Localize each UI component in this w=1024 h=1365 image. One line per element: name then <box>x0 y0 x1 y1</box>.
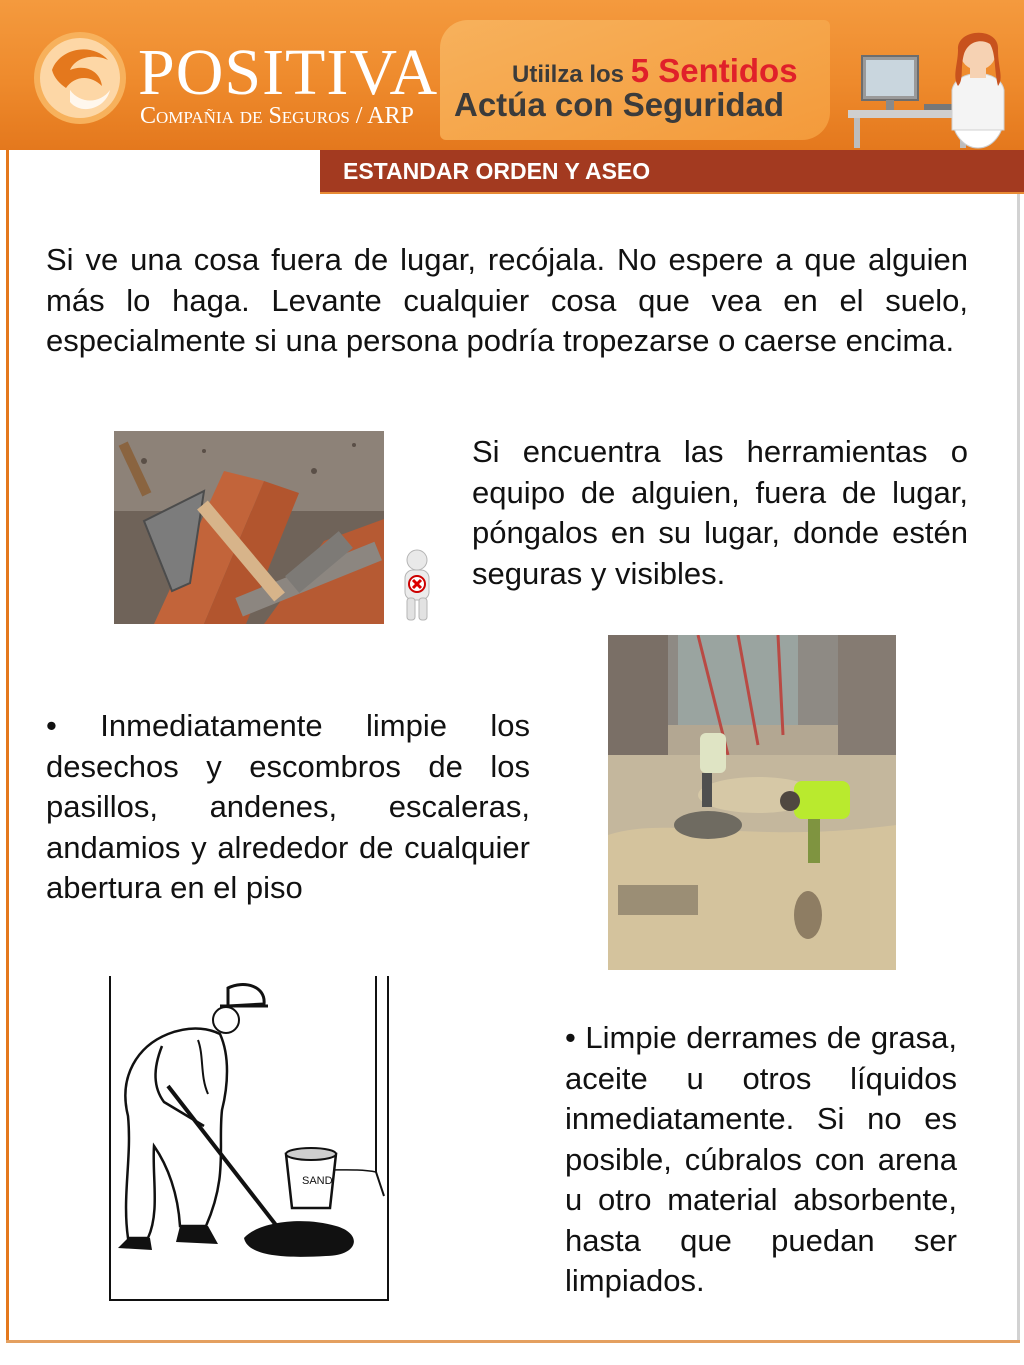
worker-cleaning-spill-image <box>108 976 390 1302</box>
frame-right-border <box>1017 194 1020 1340</box>
page-title: ESTANDAR ORDEN Y ASEO <box>343 158 651 184</box>
slogan-line-1 <box>512 54 798 87</box>
slogan-highlight: 5 Sentidos <box>630 52 798 89</box>
paragraph-tools-in-place: Si encuentra las herramientas o equipo de alguien, fuera de lugar, póngalos en su lugar, donde estén seguras y visibles. <box>472 434 968 591</box>
warning-figure-icon <box>393 548 441 622</box>
brand-subtitle: Compañia de Seguros / ARP <box>140 103 414 129</box>
bottom-divider <box>6 1340 1020 1343</box>
office-mascot-icon <box>840 20 1020 150</box>
paragraph-clean-debris: • Inmediatamente limpie los desechos y escombros de los pasillos, andenes, escaleras, andamios y alrededor de cualquier abertura en el piso <box>46 708 530 905</box>
positiva-logo-icon <box>30 30 130 126</box>
bucket-label: SAND <box>302 1175 333 1187</box>
tools-on-bricks-image <box>114 431 384 624</box>
frame-left-border <box>6 150 9 1340</box>
street-works-image <box>608 635 896 970</box>
slogan-prefix: Utiilza los <box>512 61 625 88</box>
slogan-line-2: Actúa con Seguridad <box>454 86 785 123</box>
paragraph-pick-up-items: Si ve una cosa fuera de lugar, recójala. No espere a que alguien más lo haga. Levante cualquier cosa que vea en el suelo, especialmente si una persona podría tropezarse o caerse encima. <box>46 242 968 358</box>
paragraph-clean-spills: • Limpie derrames de grasa, aceite u otros líquidos inmediatamente. Si no es posible, cúbralos con arena u otro material absorbente, hasta que puedan ser limpiados. <box>565 1020 957 1298</box>
brand-name: POSITIVA <box>138 36 439 109</box>
